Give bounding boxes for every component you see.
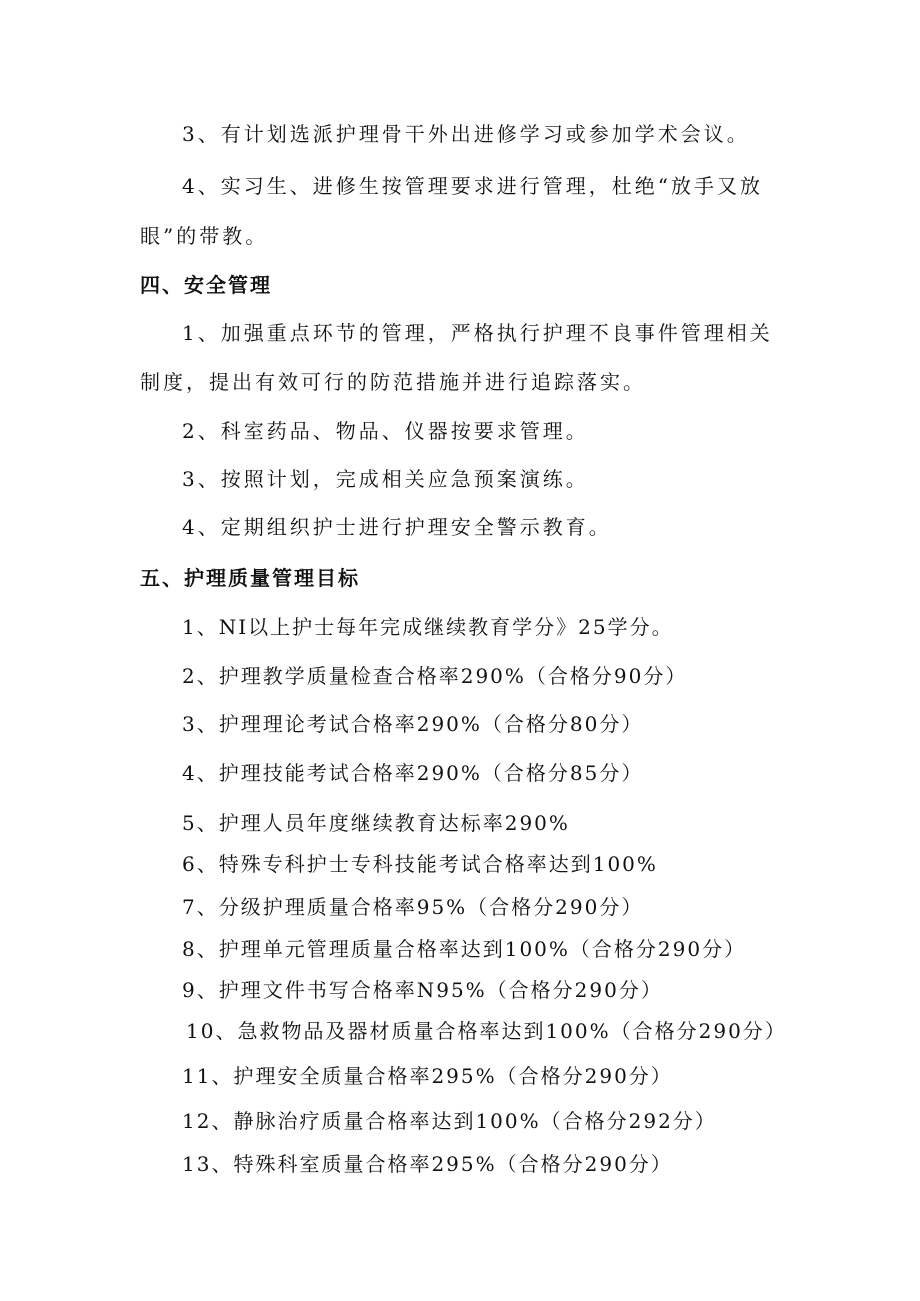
goal-item-10: 10、急救物品及器材质量合格率达到100%（合格分290分） — [186, 1019, 787, 1043]
goal-item-2: 2、护理教学质量检查合格率290%（合格分90分） — [182, 664, 688, 688]
section-heading-quality-goals: 五、护理质量管理目标 — [140, 566, 360, 590]
paragraph-item-3-3: 3、有计划选派护理骨干外出进修学习或参加学术会议。 — [182, 122, 750, 146]
goal-item-8: 8、护理单元管理质量合格率达到100%（合格分290分） — [182, 937, 747, 961]
paragraph-item-4-1: 1、加强重点环节的管理，严格执行护理不良事件管理相关 — [182, 321, 773, 345]
paragraph-item-4-4: 4、定期组织护士进行护理安全警示教育。 — [182, 515, 612, 539]
section-heading-safety: 四、安全管理 — [140, 273, 272, 297]
goal-item-7: 7、分级护理质量合格率95%（合格分290分） — [182, 895, 644, 919]
goal-item-5: 5、护理人员年度继续教育达标率290% — [182, 811, 570, 835]
goal-item-13: 13、特殊科室质量合格率295%（合格分290分） — [182, 1152, 673, 1176]
goal-item-6: 6、特殊专科护士专科技能考试合格率达到100% — [182, 852, 658, 876]
goal-item-1: 1、NI以上护士每年完成继续教育学分》25学分。 — [182, 615, 674, 639]
goal-item-3: 3、护理理论考试合格率290%（合格分80分） — [182, 712, 644, 736]
goal-item-12: 12、静脉治疗质量合格率达到100%（合格分292分） — [182, 1109, 717, 1133]
goal-item-11: 11、护理安全质量合格率295%（合格分290分） — [182, 1064, 673, 1088]
paragraph-item-3-4-continued: 眼”的带教。 — [140, 224, 269, 248]
paragraph-item-4-1-continued: 制度，提出有效可行的防范措施并进行追踪落实。 — [140, 370, 646, 394]
goal-item-9: 9、护理文件书写合格率N95%（合格分290分） — [182, 978, 663, 1002]
goal-item-4: 4、护理技能考试合格率290%（合格分85分） — [182, 761, 644, 785]
paragraph-item-3-4: 4、实习生、进修生按管理要求进行管理，杜绝“放手又放 — [182, 174, 763, 198]
paragraph-item-4-2: 2、科室药品、物品、仪器按要求管理。 — [182, 419, 589, 443]
paragraph-item-4-3: 3、按照计划，完成相关应急预案演练。 — [182, 467, 589, 491]
